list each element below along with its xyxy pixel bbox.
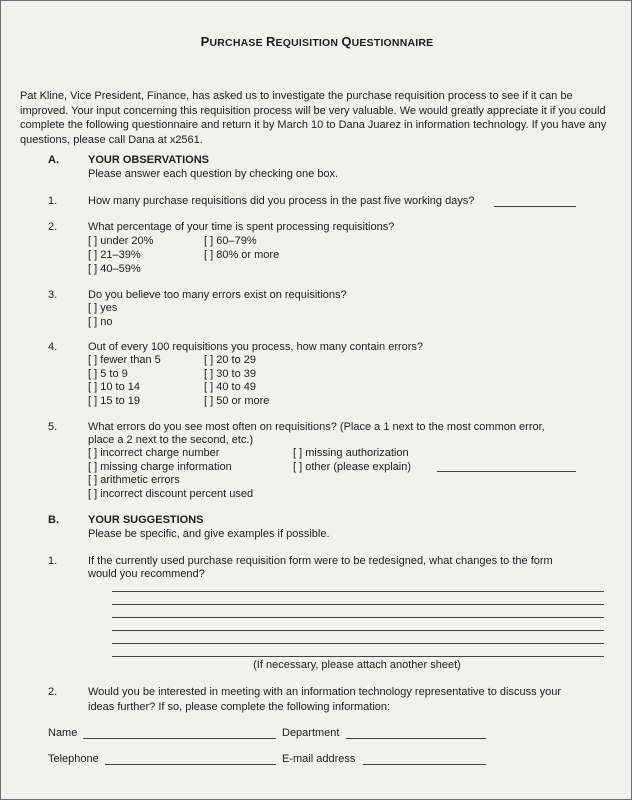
q1-answer-line[interactable] bbox=[494, 206, 576, 207]
section-a-title: YOUR OBSERVATIONS bbox=[88, 154, 210, 166]
telephone-label: Telephone bbox=[48, 753, 99, 765]
q4-option-10-14[interactable]: [ ] 10 to 14 bbox=[88, 381, 140, 393]
q5-option-incorrect-discount[interactable]: [ ] incorrect discount percent used bbox=[88, 488, 254, 500]
q2-option-under-20[interactable]: [ ] under 20% bbox=[88, 235, 154, 247]
q2-option-40-59[interactable]: [ ] 40–59% bbox=[88, 263, 141, 275]
q2-option-80-more[interactable]: [ ] 80% or more bbox=[204, 249, 280, 261]
q4-option-5-9[interactable]: [ ] 5 to 9 bbox=[88, 368, 128, 380]
section-b-label: B. bbox=[48, 514, 59, 526]
b1-text-line1: If the currently used purchase requisition form were to be redesigned, what changes to the form bbox=[88, 555, 553, 567]
q3-option-no[interactable]: [ ] no bbox=[88, 316, 113, 328]
q5-option-missing-charge-info[interactable]: [ ] missing charge information bbox=[88, 461, 232, 473]
b1-answer-line[interactable] bbox=[112, 617, 604, 618]
b2-text-line2: ideas further? If so, please complete the following information: bbox=[88, 701, 391, 713]
q2-option-60-79[interactable]: [ ] 60–79% bbox=[204, 235, 257, 247]
q3-option-yes[interactable]: [ ] yes bbox=[88, 302, 118, 314]
q5-other-explain-line[interactable] bbox=[437, 471, 576, 472]
intro-paragraph: Pat Kline, Vice President, Finance, has asked us to investigate the purchase requisition process to see if it can be improved. Your input concerning this requisition process will be very valuable. We would greatly appreciate it if you could complete the following questionnaire and return it by March 10 to Dana Juarez in information technology. If you have any questions, please call Dana at x2561. bbox=[20, 90, 607, 146]
b1-answer-line[interactable] bbox=[112, 604, 604, 605]
name-label: Name bbox=[48, 727, 78, 739]
q5-option-incorrect-charge-number[interactable]: [ ] incorrect charge number bbox=[88, 447, 220, 459]
q5-text-line2: place a 2 next to the second, etc.) bbox=[88, 434, 254, 446]
department-field[interactable] bbox=[346, 738, 486, 739]
department-label: Department bbox=[282, 727, 340, 739]
q2-number: 2. bbox=[48, 221, 58, 233]
q1-number: 1. bbox=[48, 195, 58, 207]
section-a-label: A. bbox=[48, 154, 59, 166]
q5-text-line1: What errors do you see most often on requisitions? (Place a 1 next to the most common error, bbox=[88, 421, 545, 433]
q4-option-40-49[interactable]: [ ] 40 to 49 bbox=[204, 381, 256, 393]
q2-option-21-39[interactable]: [ ] 21–39% bbox=[88, 249, 141, 261]
section-a-instruction: Please answer each question by checking one box. bbox=[88, 168, 339, 180]
q4-option-15-19[interactable]: [ ] 15 to 19 bbox=[88, 395, 140, 407]
b2-text-line1: Would you be interested in meeting with an information technology representative to discuss your bbox=[88, 686, 562, 698]
q4-option-50-more[interactable]: [ ] 50 or more bbox=[204, 395, 270, 407]
q2-text: What percentage of your time is spent processing requisitions? bbox=[88, 221, 395, 233]
email-label: E-mail address bbox=[282, 753, 356, 765]
q3-text: Do you believe too many errors exist on requisitions? bbox=[88, 289, 347, 301]
q4-text: Out of every 100 requisitions you process, how many contain errors? bbox=[88, 341, 424, 353]
b1-answer-line[interactable] bbox=[112, 643, 604, 644]
q4-option-30-39[interactable]: [ ] 30 to 39 bbox=[204, 368, 256, 380]
b1-answer-line[interactable] bbox=[112, 656, 604, 657]
b2-number: 2. bbox=[48, 686, 58, 698]
q5-option-arithmetic-errors[interactable]: [ ] arithmetic errors bbox=[88, 474, 180, 486]
q5-option-missing-authorization[interactable]: [ ] missing authorization bbox=[293, 447, 409, 459]
q3-number: 3. bbox=[48, 289, 58, 301]
q4-number: 4. bbox=[48, 341, 58, 353]
b1-answer-line[interactable] bbox=[112, 591, 604, 592]
b1-answer-line[interactable] bbox=[112, 630, 604, 631]
q5-option-other[interactable]: [ ] other (please explain) bbox=[293, 461, 412, 473]
q1-text: How many purchase requisitions did you process in the past five working days? bbox=[88, 195, 475, 207]
b1-text-line2: would you recommend? bbox=[88, 568, 205, 580]
email-field[interactable] bbox=[363, 764, 486, 765]
b1-number: 1. bbox=[48, 555, 58, 567]
telephone-field[interactable] bbox=[105, 764, 276, 765]
section-b-instruction: Please be specific, and give examples if possible. bbox=[88, 528, 330, 540]
q4-option-20-29[interactable]: [ ] 20 to 29 bbox=[204, 354, 256, 366]
name-field[interactable] bbox=[83, 738, 276, 739]
b1-note: (If necessary, please attach another sheet) bbox=[253, 659, 461, 671]
page-title: PURCHASE REQUISITION QUESTIONNAIRE bbox=[200, 34, 434, 49]
q5-number: 5. bbox=[48, 421, 58, 433]
q4-option-fewer-5[interactable]: [ ] fewer than 5 bbox=[88, 354, 161, 366]
section-b-title: YOUR SUGGESTIONS bbox=[88, 514, 204, 526]
